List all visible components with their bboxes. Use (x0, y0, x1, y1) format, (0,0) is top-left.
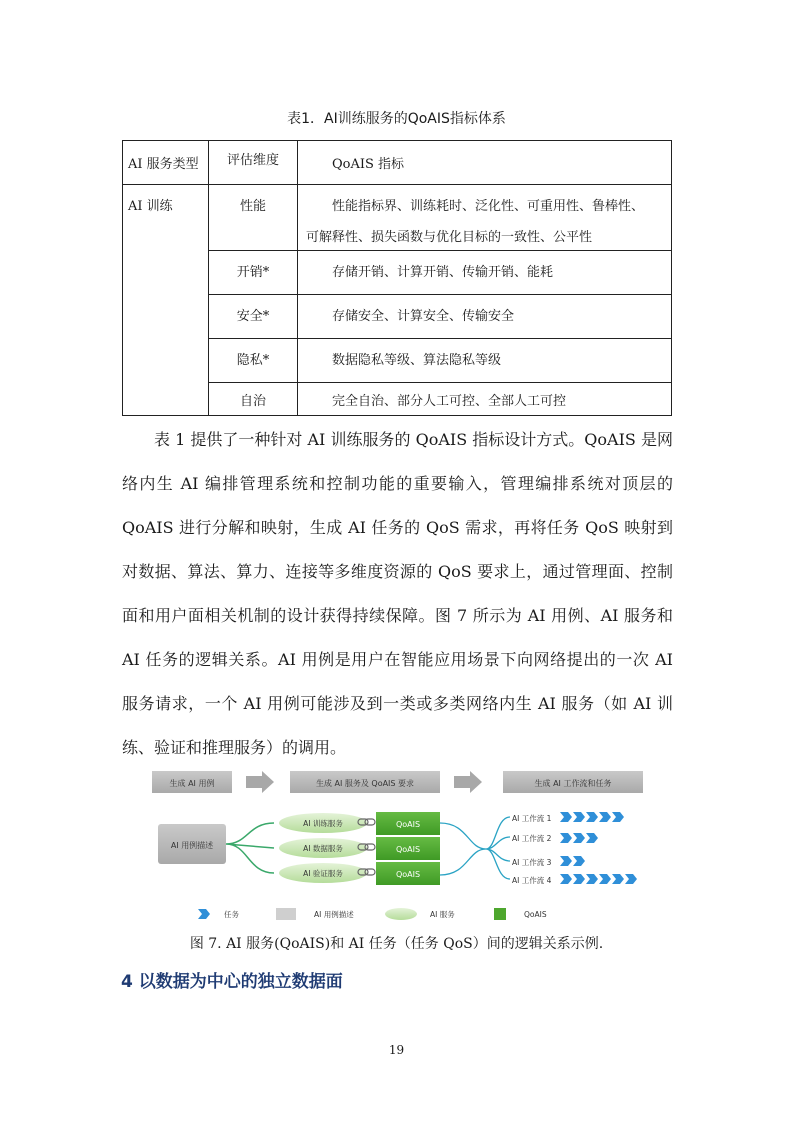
service-label: AI 训练服务 (303, 819, 343, 828)
table-caption: 表1．AI训练服务的QoAIS指标体系 (287, 111, 506, 127)
indicators-cell: 存储开销、计算开销、传输开销、能耗 (298, 251, 672, 295)
qoais-label: QoAIS (395, 870, 421, 879)
qoais-label: QoAIS (395, 845, 421, 854)
legend-label: 任务 (224, 910, 239, 919)
indicators-cell: 数据隐私等级、算法隐私等级 (298, 339, 672, 383)
dimension-cell: 安全* (209, 295, 298, 339)
ai-logic-figure (148, 767, 668, 932)
indicators-cell: 完全自治、部分人工可控、全部人工可控 (298, 383, 672, 416)
service-label: AI 数据服务 (303, 844, 343, 853)
workflow-label: AI 工作流 3 (512, 858, 552, 867)
legend-qoais-icon (494, 908, 506, 920)
legend-label: AI 服务 (430, 910, 455, 919)
indicators-cell: 存储安全、计算安全、传输安全 (298, 295, 672, 339)
connector (226, 823, 274, 873)
connector (440, 817, 510, 879)
legend-use-case-icon (276, 908, 296, 920)
workflow-label: AI 工作流 1 (512, 814, 552, 823)
section-title: 4 以数据为中心的独立数据面 (121, 972, 343, 992)
workflow-label: AI 工作流 4 (512, 876, 552, 885)
indicators-cell: 性能指标界、训练耗时、泛化性、可重用性、鲁棒性、 可解释性、损失函数与优化目标的一致性、公平性 (298, 185, 672, 251)
stage-label: 生成 AI 服务及 QoAIS 要求 (315, 779, 415, 788)
use-case-label: AI 用例描述 (170, 841, 214, 850)
legend-label: QoAIS (524, 910, 547, 919)
dimension-cell: 隐私* (209, 339, 298, 383)
service-label: AI 验证服务 (303, 869, 343, 878)
qoais-label: QoAIS (395, 820, 421, 829)
workflow-label: AI 工作流 2 (512, 834, 552, 843)
body-paragraph: 表 1 提供了一种针对 AI 训练服务的 QoAIS 指标设计方式。QoAIS 是网络内生 AI 编排管理系统和控制功能的重要输入，管理编排系统对顶层的 QoAIS 进行分解和映射，生成 AI 任务的 QoS 需求，再将任务 QoS 映射到对数据、算法、算力、连接等多维度资源的 QoS 要求上，通过管理面、控制面和用户面相关机制的设计获得持续保障。图 7 所示为 AI 用例、AI 服务和 AI 任务的逻辑关系。AI 用例是用户在智能应用场景下向网络提出的一次 AI 服务请求，一个 AI 用例可能涉及到一类或多类网络内生 AI 服务（如 AI 训练、验证和推理服务）的调用。 (122, 430, 673, 757)
legend-label: AI 用例描述 (314, 910, 354, 919)
task-arrows (560, 812, 637, 884)
stage-label: 生成 AI 用例 (169, 779, 215, 788)
dimension-cell: 自治 (209, 383, 298, 416)
legend-task-icon (198, 909, 210, 919)
page-number: 19 (388, 1043, 405, 1057)
header-indicators: QoAIS 指标 (298, 141, 672, 185)
stage-arrow (454, 771, 482, 793)
stage-arrow (246, 771, 274, 793)
service-type-cell: AI 训练 (123, 185, 209, 416)
legend-service-icon (385, 908, 417, 920)
dimension-cell: 性能 (209, 185, 298, 251)
header-service-type: AI 服务类型 (123, 141, 209, 185)
qoais-table (122, 140, 672, 416)
figure-caption: 图 7. AI 服务(QoAIS)和 AI 任务（任务 QoS）间的逻辑关系示例. (189, 936, 604, 952)
stage-label: 生成 AI 工作流和任务 (534, 779, 612, 788)
header-dimension: 评估维度 (209, 141, 298, 185)
dimension-cell: 开销* (209, 251, 298, 295)
